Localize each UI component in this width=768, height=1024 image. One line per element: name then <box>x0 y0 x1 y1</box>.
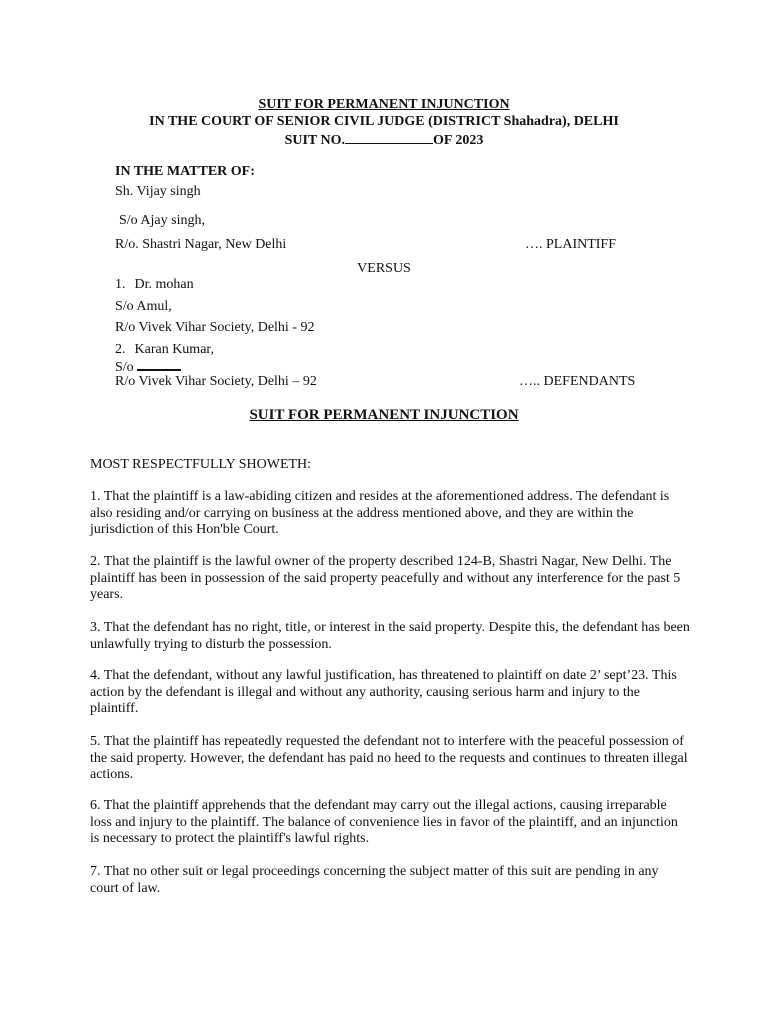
showeth-line: MOST RESPECTFULLY SHOWETH: <box>90 457 312 472</box>
suit-no-label: SUIT NO. <box>284 133 345 148</box>
defendant1-line <box>115 277 194 293</box>
suit-no-year: OF 2023 <box>433 133 484 148</box>
paragraph-6: 6. That the plaintiff apprehends that the defendant may carry out the illegal actions, causing irreparable loss and injury to the plaintiff. The balance of convenience lies in favor of the plaintiff, and an injunction is necessary to protect the plaintiff's lawful rights. <box>90 798 678 846</box>
suit-heading: SUIT FOR PERMANENT INJUNCTION <box>249 407 519 423</box>
plaintiff-role: …. PLAINTIFF <box>525 237 617 252</box>
paragraph-5: 5. That the plaintiff has repeatedly requested the defendant not to interfere with the peaceful possession of the said property. However, the defendant has paid no heed to the requests and continues to threaten illegal actions. <box>90 734 688 782</box>
matter-heading: IN THE MATTER OF: <box>115 164 255 179</box>
defendant1-address: R/o Vivek Vihar Society, Delhi - 92 <box>115 320 315 335</box>
suit-no-blank <box>345 131 433 144</box>
paragraph-4: 4. That the defendant, without any lawful justification, has threatened to plaintiff on date 2’ sept’23. This action by the defendant is illegal and without any authority, causing serious harm and injury to the plaintiff. <box>90 668 677 716</box>
court-name: IN THE COURT OF SENIOR CIVIL JUDGE (DISTRICT Shahadra), DELHI <box>149 114 619 129</box>
defendants-role: ….. DEFENDANTS <box>519 374 636 389</box>
plaintiff-address: R/o. Shastri Nagar, New Delhi <box>115 237 287 252</box>
suit-number-line <box>0 131 768 149</box>
defendant2-parent-blank <box>137 358 181 371</box>
document-title: SUIT FOR PERMANENT INJUNCTION <box>258 97 510 112</box>
defendant2-number: 2. <box>115 342 126 357</box>
paragraph-2: 2. That the plaintiff is the lawful owner of the property described 124-B, Shastri Nagar, New Delhi. The plaintiff has been in possession of the said property peacefully and without any interference for the past 5 years. <box>90 554 681 602</box>
defendant1-name: Dr. mohan <box>134 277 194 292</box>
defendant2-name: Karan Kumar, <box>134 342 215 357</box>
defendant1-number: 1. <box>115 277 126 292</box>
defendant2-address: R/o Vivek Vihar Society, Delhi – 92 <box>115 374 317 389</box>
paragraph-7: 7. That no other suit or legal proceedings concerning the subject matter of this suit are pending in any court of law. <box>90 864 659 896</box>
versus-label: VERSUS <box>357 261 411 276</box>
defendant1-parent: S/o Amul, <box>115 299 172 314</box>
paragraph-3: 3. That the defendant has no right, title, or interest in the said property. Despite this, the defendant has been unlawfully trying to disturb the possession. <box>90 620 690 652</box>
defendant2-line <box>115 342 214 358</box>
plaintiff-name: Sh. Vijay singh <box>115 184 201 199</box>
paragraph-1: 1. That the plaintiff is a law-abiding citizen and resides at the aforementioned address. The defendant is also residing and/or carrying on business at the address mentioned above, and they are within the jurisdiction of this Hon'ble Court. <box>90 489 670 537</box>
defendant2-parent: S/o <box>115 360 134 375</box>
plaintiff-parent: S/o Ajay singh, <box>119 213 205 228</box>
